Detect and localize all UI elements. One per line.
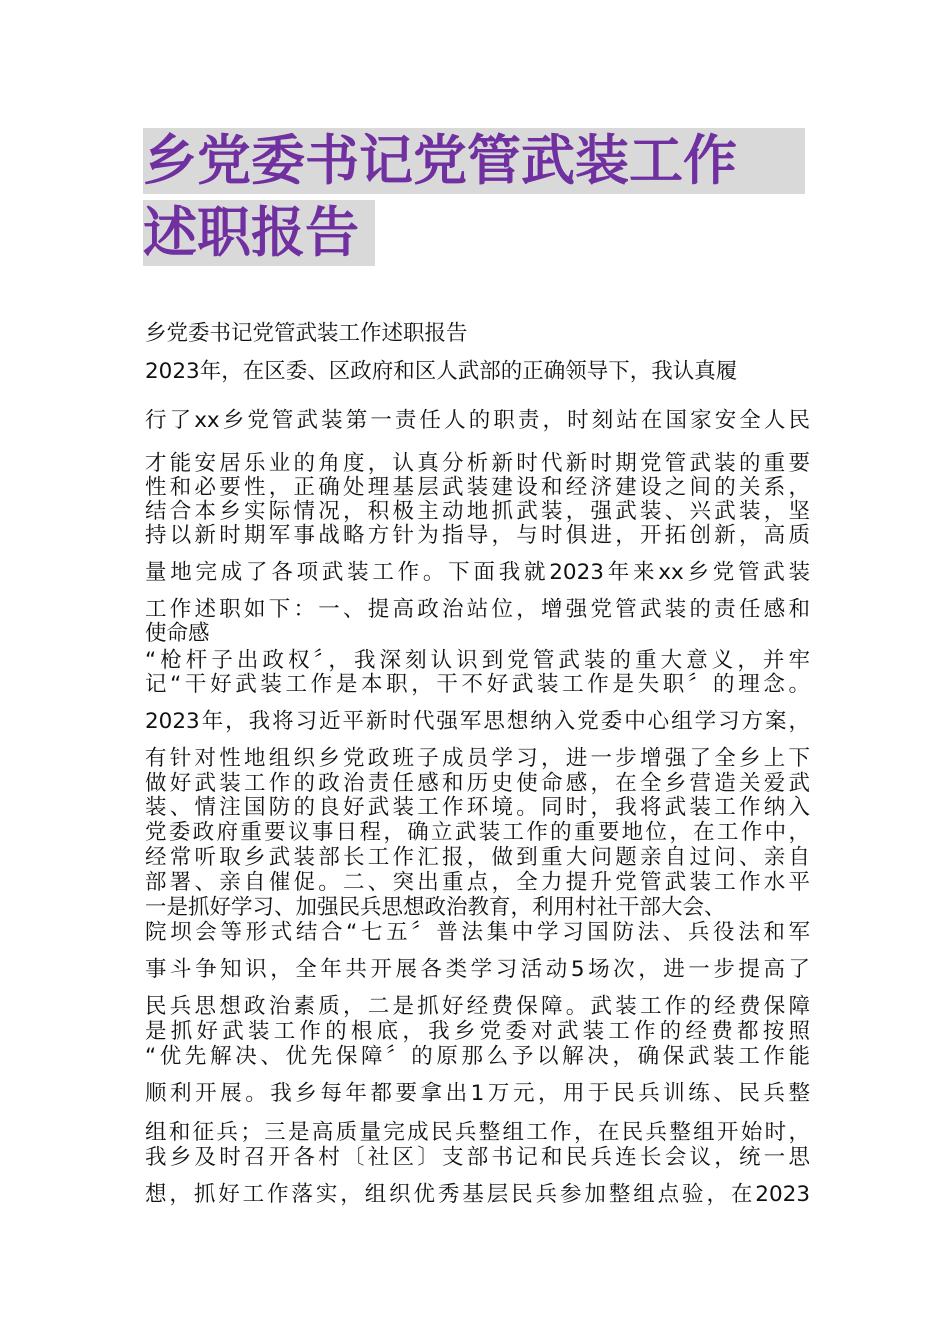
body-line: 事斗争知识，全年共开展各类学习活动5场次，进一步提高了 <box>145 957 810 982</box>
body-line: 持以新时期军事战略方针为指导，与时俱进，开拓创新，高质 <box>145 523 810 548</box>
document-title-line-2: 述职报告 <box>143 200 375 266</box>
body-line: “优先解决、优先保障〞的原那么予以解决，确保武装工作能 <box>145 1044 810 1069</box>
body-line: 工作述职如下：一、提高政治站位，增强党管武装的责任感和 <box>145 597 810 622</box>
body-line: “枪杆子出政权〞，我深刻认识到党管武装的重大意义，并牢 <box>145 648 810 673</box>
body-line: 乡党委书记党管武装工作述职报告 <box>145 321 468 346</box>
body-line: 性和必要性，正确处理基层武装建设和经济建设之间的关系， <box>145 475 810 500</box>
body-line: 装、情注国防的良好武装工作环境。同时，我将武装工作纳入 <box>145 795 810 820</box>
body-line: 才能安居乐业的角度，认真分析新时代新时期党管武装的重要 <box>145 451 810 476</box>
body-line: 使命感 <box>145 621 210 646</box>
body-line: 2023年，在区委、区政府和区人武部的正确领导下，我认真履 <box>145 359 738 384</box>
body-line: 民兵思想政治素质，二是抓好经费保障。武装工作的经费保障 <box>145 994 810 1019</box>
body-line: 记“干好武装工作是本职，干不好武装工作是失职〞的理念。 <box>145 672 810 697</box>
body-line: 顺利开展。我乡每年都要拿出1万元，用于民兵训练、民兵整 <box>145 1081 810 1106</box>
body-line: 经常听取乡武装部长工作汇报，做到重大问题亲自过问、亲自 <box>145 845 810 870</box>
body-line: 行了xx乡党管武装第一责任人的职责，时刻站在国家安全人民 <box>145 408 810 433</box>
body-line: 部署、亲自催促。二、突出重点，全力提升党管武装工作水平 <box>145 870 810 895</box>
body-line: 有针对性地组织乡党政班子成员学习，进一步增强了全乡上下 <box>145 746 810 771</box>
body-line: 院坝会等形式结合“七五〞普法集中学习国防法、兵役法和军 <box>145 920 810 945</box>
body-line: 组和征兵；三是高质量完成民兵整组工作，在民兵整组开始时， <box>145 1120 810 1145</box>
body-line: 想，抓好工作落实，组织优秀基层民兵参加整组点验，在2023 <box>145 1182 810 1207</box>
body-line: 量地完成了各项武装工作。下面我就2023年来xx乡党管武装 <box>145 560 810 585</box>
body-line: 我乡及时召开各村〔社区〕支部书记和民兵连长会议，统一思 <box>145 1145 810 1170</box>
document-title-line-1: 乡党委书记党管武装工作 <box>143 128 805 194</box>
body-line: 党委政府重要议事日程，确立武装工作的重要地位，在工作中， <box>145 820 810 845</box>
body-line: 是抓好武装工作的根底，我乡党委对武装工作的经费都按照 <box>145 1019 810 1044</box>
body-line: 做好武装工作的政治责任感和历史使命感，在全乡营造关爱武 <box>145 771 810 796</box>
body-line: 结合本乡实际情况，积极主动地抓武装，强武装、兴武装，坚 <box>145 499 810 524</box>
body-line: 一是抓好学习、加强民兵思想政治教育，利用村社干部大会、 <box>145 895 726 920</box>
body-line: 2023年，我将习近平新时代强军思想纳入党委中心组学习方案， <box>145 709 810 734</box>
